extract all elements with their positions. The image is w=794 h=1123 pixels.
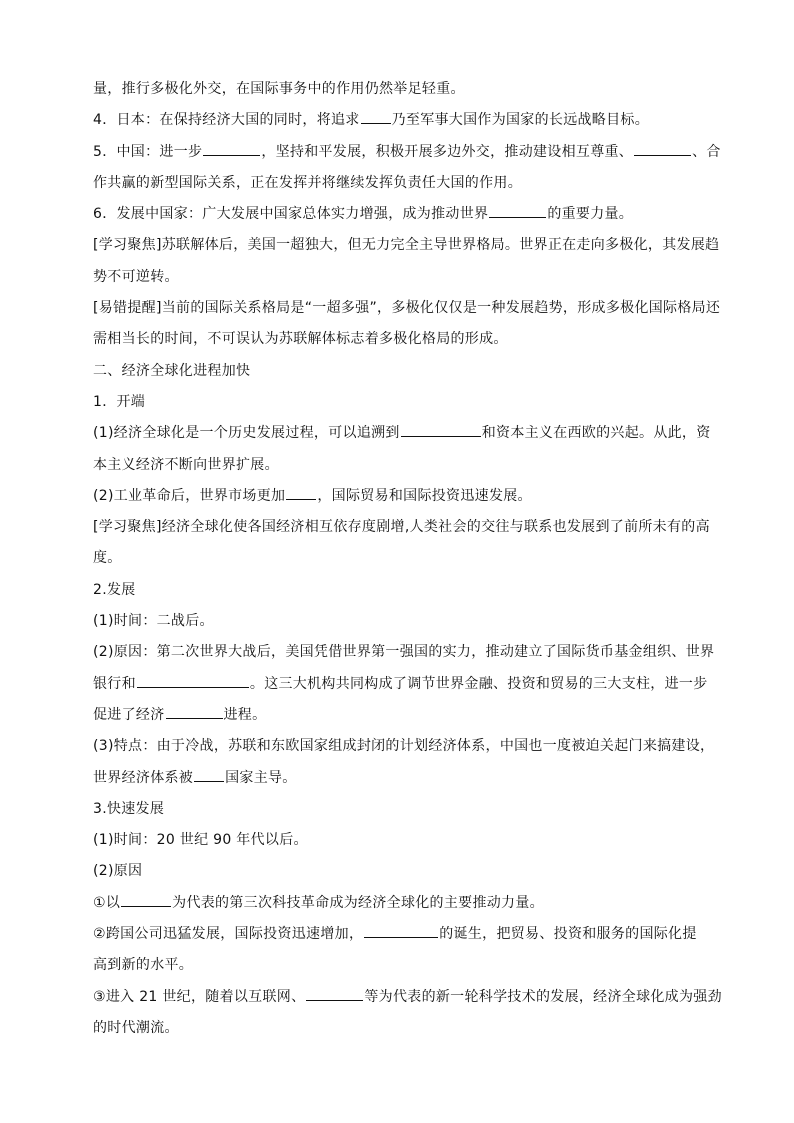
text-segment: 国家主导。	[225, 769, 297, 786]
fill-in-blank[interactable]	[121, 891, 171, 907]
text-segment: 等为代表的新一轮科学技术的发展，经济全球化成为强劲	[364, 988, 722, 1005]
text-line	[93, 637, 715, 668]
text-line	[93, 1013, 703, 1044]
fill-in-blank[interactable]	[364, 922, 438, 938]
text-segment: 的重要力量。	[547, 206, 634, 223]
text-line	[93, 982, 722, 1013]
text-segment: 促进了经济	[93, 706, 165, 723]
text-segment: [学习聚焦]经济全球化使各国经济相互依存度剧增,人类社会的交往与联系也发展到了前所未有的高	[93, 519, 710, 536]
subsection-heading	[93, 794, 703, 825]
text-segment: [学习聚焦]苏联解体后，美国一超独大，但无力完全主导世界格局。世界正在走向多极化，其发展趋	[93, 237, 720, 254]
text-segment: 2.发展	[93, 581, 136, 598]
fill-in-blank[interactable]	[306, 985, 363, 1001]
text-segment: (2)原因：第二次世界大战后，美国凭借世界第一强国的实力，推动建立了国际货币基金组织、世界	[93, 644, 715, 661]
text-segment: 势不可逆转。	[93, 268, 179, 285]
text-line	[93, 512, 710, 543]
text-segment: [易错提醒]当前的国际关系格局是“一超多强”，多极化仅仅是一种发展趋势，形成多极化国际格局还	[93, 300, 721, 317]
text-line	[93, 888, 703, 919]
text-segment: 为代表的第三次科技革命成为经济全球化的主要推动力量。	[172, 894, 544, 911]
text-segment: 的诞生，把贸易、投资和服务的国际化提	[439, 926, 697, 943]
text-segment: ③进入 21 世纪，随着以互联网、	[93, 988, 306, 1005]
text-segment: 和资本主义在西欧的兴起。从此，资	[481, 425, 711, 442]
text-line	[93, 230, 720, 261]
fill-in-blank[interactable]	[489, 202, 546, 218]
text-line	[93, 262, 703, 293]
text-line	[93, 825, 703, 856]
text-line	[93, 700, 703, 731]
fill-in-blank[interactable]	[286, 484, 316, 500]
text-segment: 6．发展中国家：广大发展中国家总体实力增强，成为推动世界	[93, 206, 489, 223]
text-segment: (3)特点：由于冷战，苏联和东欧国家组成封闭的计划经济体系，中国也一度被迫关起门来搞建设，	[93, 738, 715, 755]
text-line	[93, 606, 703, 637]
text-segment: 本主义经济不断向世界扩展。	[93, 456, 279, 473]
text-segment: 进程。	[223, 706, 267, 723]
fill-in-blank[interactable]	[203, 140, 260, 156]
text-line	[93, 324, 703, 355]
fill-in-blank[interactable]	[634, 140, 691, 156]
text-segment: (1)经济全球化是一个历史发展过程，可以追溯到	[93, 425, 400, 442]
text-segment: 作共赢的新型国际关系，正在发挥并将继续发挥负责任大国的作用。	[93, 174, 522, 191]
text-segment: 、合	[692, 143, 721, 160]
text-segment: 世界经济体系被	[93, 769, 194, 786]
text-segment: 1．开端	[93, 393, 146, 410]
text-line	[93, 450, 703, 481]
text-segment: 。这三大机构共同构成了调节世界金融、投资和贸易的三大支柱，进一步	[249, 675, 708, 692]
subsection-heading	[93, 387, 703, 418]
text-segment: 的时代潮流。	[93, 1019, 179, 1036]
text-segment: 4．日本：在保持经济大国的同时，将追求	[93, 112, 360, 129]
text-segment: ①以	[93, 894, 121, 911]
fill-in-blank[interactable]	[194, 766, 224, 782]
text-segment: (1)时间：20 世纪 90 年代以后。	[93, 832, 308, 849]
text-segment: 乃至军事大国作为国家的长远战略目标。	[391, 112, 650, 129]
text-line	[93, 950, 703, 981]
fill-in-blank[interactable]	[137, 672, 249, 688]
text-segment: 高到新的水平。	[93, 957, 194, 974]
text-segment: 3.快速发展	[93, 800, 165, 817]
text-segment: 银行和	[93, 675, 136, 692]
text-segment: ②跨国公司迅猛发展，国际投资迅速增加，	[93, 926, 364, 943]
text-line	[93, 763, 703, 794]
text-segment: 二、经济全球化进程加快	[93, 362, 251, 379]
text-segment: 度。	[93, 550, 122, 567]
document-page	[93, 74, 722, 1044]
text-line	[93, 137, 721, 168]
fill-in-blank[interactable]	[401, 421, 481, 437]
text-line	[93, 199, 703, 230]
fill-in-blank[interactable]	[166, 703, 223, 719]
text-line	[93, 919, 703, 950]
text-segment: (1)时间：二战后。	[93, 613, 214, 630]
text-line	[93, 669, 708, 700]
text-line	[93, 418, 711, 449]
text-line	[93, 481, 703, 512]
text-segment: ，国际贸易和国际投资迅速发展。	[317, 487, 532, 504]
section-heading	[93, 356, 703, 387]
text-line	[93, 293, 721, 324]
text-segment: 5．中国：进一步	[93, 143, 203, 160]
text-segment: ，坚持和平发展，积极开展多边外交，推动建设相互尊重、	[261, 143, 634, 160]
text-line	[93, 856, 703, 887]
text-line	[93, 731, 715, 762]
subsection-heading	[93, 575, 703, 606]
text-segment: (2)工业革命后，世界市场更加	[93, 487, 286, 504]
text-segment: (2)原因	[93, 863, 143, 880]
text-line	[93, 543, 703, 574]
text-line	[93, 105, 703, 136]
text-segment: 需相当长的时间，不可误认为苏联解体标志着多极化格局的形成。	[93, 331, 508, 348]
fill-in-blank[interactable]	[361, 108, 391, 124]
text-line	[93, 74, 703, 105]
text-segment: 量，推行多极化外交，在国际事务中的作用仍然举足轻重。	[93, 81, 465, 97]
text-line	[93, 168, 703, 199]
